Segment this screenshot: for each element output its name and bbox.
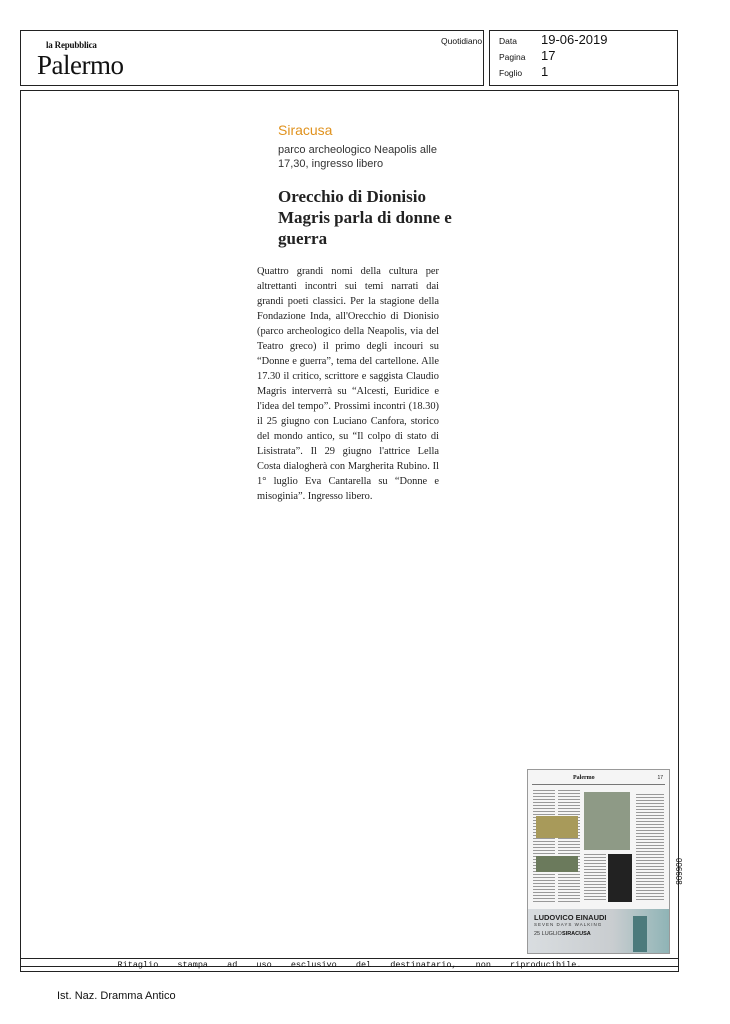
- data-value: 19-06-2019: [541, 32, 608, 47]
- thumbnail-page: 17: [657, 775, 663, 781]
- publication-title: Palermo: [37, 50, 124, 80]
- page-thumbnail: [527, 769, 670, 954]
- thumbnail-photo: [584, 792, 630, 850]
- thumbnail-photo: [536, 856, 578, 872]
- thumbnail-ad-date: 25 LUGLIO: [534, 931, 562, 937]
- article-kicker: Siracusa: [278, 122, 333, 138]
- thumbnail-photo: [608, 854, 632, 902]
- thumbnail-ad-city: SIRACUSA: [562, 931, 591, 937]
- thumbnail-ad-subtitle: SEVEN DAYS WALKING: [534, 922, 603, 927]
- thumbnail-ad-title: LUDOVICO EINAUDI: [534, 913, 607, 922]
- bottom-label: Ist. Naz. Dramma Antico: [57, 990, 176, 1002]
- article-body: Quattro grandi nomi della cultura per altrettanti incontri sui temi narrati dai grandi poeti classici. Per la stagione della Fondazione Inda, all'Orecchio di Dionisio (parco archeologico della Neapolis, via del Teatro greco) il primo degli incouri su “Donne e guerra”, tema del cartellone. Alle 17.30 il critico, scrittore e saggista Claudio Magris interverrà su “Alcesti, Euridice e l'idea del tempo”. Prossimi incontri (18.30) il 25 giugno con Luciano Canfora, storico del mondo antico, su “Il colpo di stato di Lisistrata”. Il 29 giugno l'attrice Lella Costa dialogherà con Margherita Rubino. Il 1° luglio Eva Cantarella su “Donne e misoginia”. Ingresso libero.: [257, 266, 439, 502]
- article-occhiello: parco archeologico Neapolis alle 17,30, ingresso libero: [278, 144, 437, 170]
- pagina-label: Pagina: [499, 52, 526, 62]
- thumbnail-column: [558, 790, 580, 902]
- thumbnail-ad-figure: [633, 916, 647, 952]
- data-label: Data: [499, 36, 517, 46]
- pagina-value: 17: [541, 48, 556, 63]
- publication-type: Quotidiano: [441, 36, 483, 46]
- foglio-label: Foglio: [499, 68, 523, 78]
- thumbnail-column: [533, 790, 555, 902]
- thumbnail-photo: [536, 816, 578, 838]
- thumbnail-rule: [532, 784, 665, 785]
- article-headline: Orecchio di Dionisio Magris parla di donne e guerra: [278, 187, 452, 248]
- footer-notice: Ritaglio stampa ad uso esclusivo del destinatario, non riproducibile.: [20, 958, 679, 972]
- thumbnail-column: [636, 794, 664, 902]
- thumbnail-column: [584, 854, 606, 902]
- foglio-value: 1: [541, 64, 549, 79]
- side-code: 006608: [674, 858, 683, 885]
- publication-small: la Repubblica: [46, 40, 97, 50]
- thumbnail-masthead: Palermo: [573, 775, 595, 781]
